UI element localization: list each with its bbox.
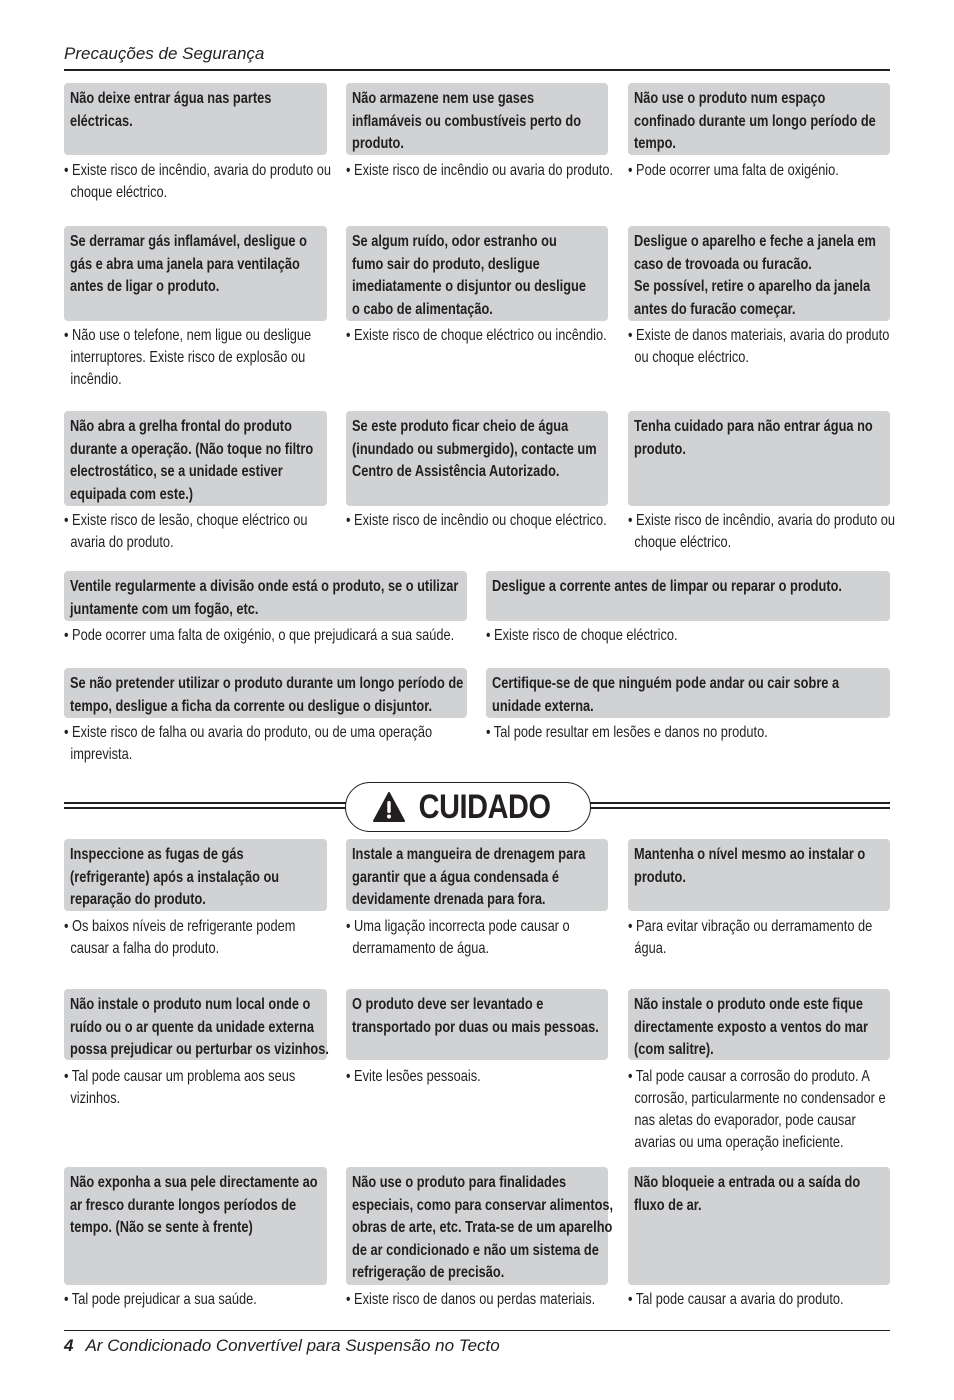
consequence-line: água. (634, 940, 667, 957)
precaution-heading-box (346, 226, 608, 321)
banner-label: CUIDADO (419, 787, 551, 826)
precaution-consequence (628, 325, 890, 369)
consequence-line: • Pode ocorrer uma falta de oxigénio, o que prejudicará a sua saúde. (64, 627, 455, 644)
precaution-heading-line: fumo sair do produto, desligue (352, 255, 540, 273)
page-footer (64, 1336, 500, 1356)
precaution-heading-line: produto. (352, 135, 404, 152)
precaution-heading-line: Se possível, retire o aparelho da janela (634, 278, 871, 295)
consequence-line: • Tal pode causar a corrosão do produto. A (628, 1068, 870, 1085)
header-rule (64, 69, 890, 71)
precaution-consequence (628, 1289, 890, 1311)
section-header: Precauções de Segurança (64, 44, 265, 63)
consequence-line: • Existe risco de choque eléctrico ou incêndio. (346, 327, 607, 344)
consequence-line: causar a falha do produto. (70, 940, 220, 957)
precaution-heading-box (64, 839, 327, 911)
precaution-heading-line: obras de arte, etc. Trata-se de um aparelho (352, 1219, 613, 1236)
precaution-heading-line: Inspeccione as fugas de gás (70, 846, 244, 863)
precaution-heading-line: Não exponha a sua pele directamente ao (70, 1174, 318, 1191)
consequence-line: • Pode ocorrer uma falta de oxigénio. (628, 162, 839, 179)
consequence-line: • Existe de danos materiais, avaria do produto (628, 327, 890, 344)
precaution-heading-line: durante a operação. (Não toque no filtro (70, 440, 314, 458)
consequence-line: corrosão, particularmente no condensador e (634, 1090, 886, 1107)
precaution-heading-line: tempo. (634, 135, 676, 152)
precaution-heading-box (628, 989, 890, 1060)
precaution-heading-line: juntamente com um fogão, etc. (70, 600, 259, 618)
precaution-consequence (64, 325, 327, 391)
precaution-consequence (64, 160, 332, 204)
page-number: 4 (64, 1336, 74, 1355)
banner-rule (588, 807, 890, 809)
precaution-heading-line: ruído ou o ar quente da unidade externa (70, 1018, 314, 1036)
consequence-line: choque eléctrico. (634, 534, 732, 551)
precaution-heading-line: O produto deve ser levantado e (352, 996, 544, 1013)
footer-rule (64, 1330, 890, 1331)
precaution-heading-line: reparação do produto. (70, 891, 206, 908)
precaution-heading-line: gás e abra uma janela para ventilação (70, 255, 300, 273)
precaution-heading-line: Não armazene nem use gases (352, 90, 535, 107)
precaution-consequence (346, 160, 614, 182)
consequence-line: • Existe risco de incêndio ou choque eléctrico. (346, 512, 607, 529)
consequence-line: • Existe risco de falha ou avaria do produto, ou de uma operação (64, 724, 433, 741)
consequence-line: avaria do produto. (70, 534, 174, 551)
consequence-line: nas aletas do evaporador, pode causar (634, 1112, 856, 1129)
consequence-line: • Para evitar vibração ou derramamento de (628, 918, 873, 935)
precaution-heading-line: produto. (634, 440, 686, 458)
banner-rule (64, 807, 346, 809)
consequence-line: vizinhos. (70, 1090, 121, 1107)
precaution-heading-line: Se algum ruído, odor estranho ou (352, 233, 557, 250)
precaution-heading-line: tempo. (Não se sente à frente) (70, 1219, 253, 1236)
precaution-heading-box (64, 83, 327, 155)
precaution-heading-line: (refrigerante) após a instalação ou (70, 868, 280, 886)
precaution-consequence (346, 1066, 608, 1088)
precaution-heading-line: ar fresco durante longos períodos de (70, 1196, 297, 1214)
precaution-heading-line: o cabo de alimentação. (352, 300, 493, 318)
precaution-consequence (628, 160, 890, 182)
precaution-heading-line: garantir que a água condensada é (352, 868, 559, 886)
precaution-heading-line: Ventile regularmente a divisão onde está o produto, se o utilizar (70, 578, 459, 595)
precaution-heading-line: Mantenha o nível mesmo ao instalar o (634, 846, 866, 863)
precaution-heading-line: (inundado ou submergido), contacte um (352, 440, 597, 458)
precaution-consequence (64, 916, 327, 960)
precaution-consequence (64, 510, 327, 554)
precaution-consequence (64, 722, 467, 766)
consequence-line: incêndio. (70, 371, 122, 388)
precaution-heading-line: antes de ligar o produto. (70, 278, 220, 295)
precaution-heading-line: Não bloqueie a entrada ou a saída do (634, 1174, 861, 1191)
precaution-heading-line: de ar condicionado e não um sistema de (352, 1241, 599, 1259)
consequence-line: • Existe risco de danos ou perdas materiais. (346, 1291, 596, 1308)
precaution-heading-line: Se este produto ficar cheio de água (352, 418, 569, 435)
banner-rule (64, 802, 346, 804)
precaution-consequence (628, 510, 896, 554)
precaution-heading-box (64, 411, 327, 506)
precaution-heading-line: Se derramar gás inflamável, desligue o (70, 233, 307, 250)
precaution-heading-box (628, 839, 890, 911)
precaution-heading-line: confinado durante um longo período de (634, 112, 876, 130)
precaution-heading-line: Tenha cuidado para não entrar água no (634, 418, 873, 435)
precaution-heading-line: Não instale o produto num local onde o (70, 996, 311, 1013)
precaution-consequence (346, 510, 608, 532)
consequence-line: • Tal pode causar a avaria do produto. (628, 1291, 844, 1308)
precaution-heading-line: Não use o produto num espaço (634, 90, 826, 107)
consequence-line: interruptores. Existe risco de explosão ou (70, 349, 306, 366)
precaution-consequence (64, 1066, 327, 1110)
precaution-consequence (486, 625, 890, 647)
precaution-consequence (628, 916, 890, 960)
precaution-heading-line: devidamente drenada para fora. (352, 891, 546, 908)
precaution-heading-line: fluxo de ar. (634, 1196, 702, 1214)
consequence-line: • Tal pode resultar em lesões e danos no produto. (486, 724, 768, 741)
consequence-line: derramamento de água. (352, 940, 490, 957)
precaution-heading-box (64, 226, 327, 321)
banner-rule (588, 802, 890, 804)
precaution-heading-box (628, 83, 890, 155)
precaution-heading-line: Centro de Assistência Autorizado. (352, 463, 560, 480)
consequence-line: • Existe risco de incêndio ou avaria do produto. (346, 162, 614, 179)
precaution-heading-line: produto. (634, 868, 686, 886)
precaution-heading-line: Instale a mangueira de drenagem para (352, 846, 586, 863)
precaution-heading-line: (com salitre). (634, 1041, 714, 1058)
consequence-line: avarias ou uma operação ineficiente. (634, 1134, 844, 1151)
consequence-line: • Existe risco de lesão, choque eléctrico ou (64, 512, 308, 529)
precaution-heading-box (346, 411, 608, 506)
caution-banner (345, 782, 591, 832)
precaution-heading-line: imediatamente o disjuntor ou desligue (352, 278, 586, 295)
precaution-heading-line: Não instale o produto onde este fique (634, 996, 863, 1013)
consequence-line: • Existe risco de incêndio, avaria do produto ou (64, 162, 332, 179)
precaution-heading-box (628, 411, 890, 506)
consequence-line: • Existe risco de choque eléctrico. (486, 627, 678, 644)
consequence-line: • Existe risco de incêndio, avaria do produto ou (628, 512, 896, 529)
precaution-heading-line: transportado por duas ou mais pessoas. (352, 1018, 599, 1036)
precaution-heading-box (346, 1167, 614, 1285)
precaution-heading-line: especiais, como para conservar alimentos, (352, 1196, 614, 1214)
consequence-line: ou choque eléctrico. (634, 349, 749, 366)
precaution-heading-box (64, 989, 327, 1060)
consequence-line: • Os baixos níveis de refrigerante podem (64, 918, 296, 935)
precaution-consequence (628, 1066, 890, 1154)
precaution-heading-box (486, 571, 890, 621)
precaution-heading-line: Certifique-se de que ninguém pode andar ou cair sobre a (492, 675, 840, 692)
precaution-heading-box (628, 226, 890, 321)
precaution-heading-box (346, 989, 608, 1060)
consequence-line: imprevista. (70, 746, 133, 763)
precaution-heading-line: possa prejudicar ou perturbar os vizinhos. (70, 1041, 329, 1058)
precaution-heading-line: inflamáveis ou combustíveis perto do (352, 112, 582, 130)
footer-title: Ar Condicionado Convertível para Suspensão no Tecto (85, 1336, 500, 1355)
precaution-heading-line: antes do furacão começar. (634, 300, 796, 318)
precaution-heading-line: Se não pretender utilizar o produto durante um longo período de (70, 675, 464, 692)
precaution-heading-box (346, 83, 608, 155)
precaution-heading-line: equipada com este.) (70, 485, 194, 503)
precaution-heading-line: Não deixe entrar água nas partes (70, 90, 272, 107)
precaution-heading-box (64, 1167, 327, 1285)
precaution-heading-box (346, 839, 608, 911)
warning-triangle-icon (373, 792, 405, 822)
precaution-heading-line: unidade externa. (492, 697, 594, 715)
consequence-line: • Uma ligação incorrecta pode causar o (346, 918, 570, 935)
precaution-consequence (486, 722, 890, 744)
precaution-heading-line: eléctricas. (70, 112, 133, 130)
consequence-line: • Não use o telefone, nem ligue ou desligue (64, 327, 312, 344)
precaution-heading-line: tempo, desligue a ficha da corrente ou desligue o disjuntor. (70, 697, 433, 715)
precaution-heading-line: refrigeração de precisão. (352, 1264, 505, 1281)
precaution-heading-box (628, 1167, 890, 1285)
precaution-consequence (64, 625, 467, 647)
precaution-heading-line: Não abra a grelha frontal do produto (70, 418, 292, 435)
precaution-heading-box (486, 668, 890, 718)
precaution-heading-line: Desligue o aparelho e feche a janela em (634, 233, 876, 250)
consequence-line: • Evite lesões pessoais. (346, 1068, 481, 1085)
precaution-consequence (346, 1289, 608, 1311)
precaution-consequence (346, 325, 608, 347)
precaution-consequence (64, 1289, 327, 1311)
precaution-heading-line: Desligue a corrente antes de limpar ou reparar o produto. (492, 578, 842, 595)
precaution-heading-line: caso de trovoada ou furacão. (634, 255, 812, 273)
precaution-heading-line: directamente exposto a ventos do mar (634, 1018, 869, 1036)
consequence-line: • Tal pode prejudicar a sua saúde. (64, 1291, 257, 1308)
consequence-line: • Tal pode causar um problema aos seus (64, 1068, 296, 1085)
precaution-heading-box (64, 668, 467, 718)
precaution-consequence (346, 916, 608, 960)
consequence-line: choque eléctrico. (70, 184, 168, 201)
precaution-heading-line: Não use o produto para finalidades (352, 1174, 567, 1191)
precaution-heading-box (64, 571, 467, 621)
precaution-heading-line: electrostático, se a unidade estiver (70, 463, 283, 480)
